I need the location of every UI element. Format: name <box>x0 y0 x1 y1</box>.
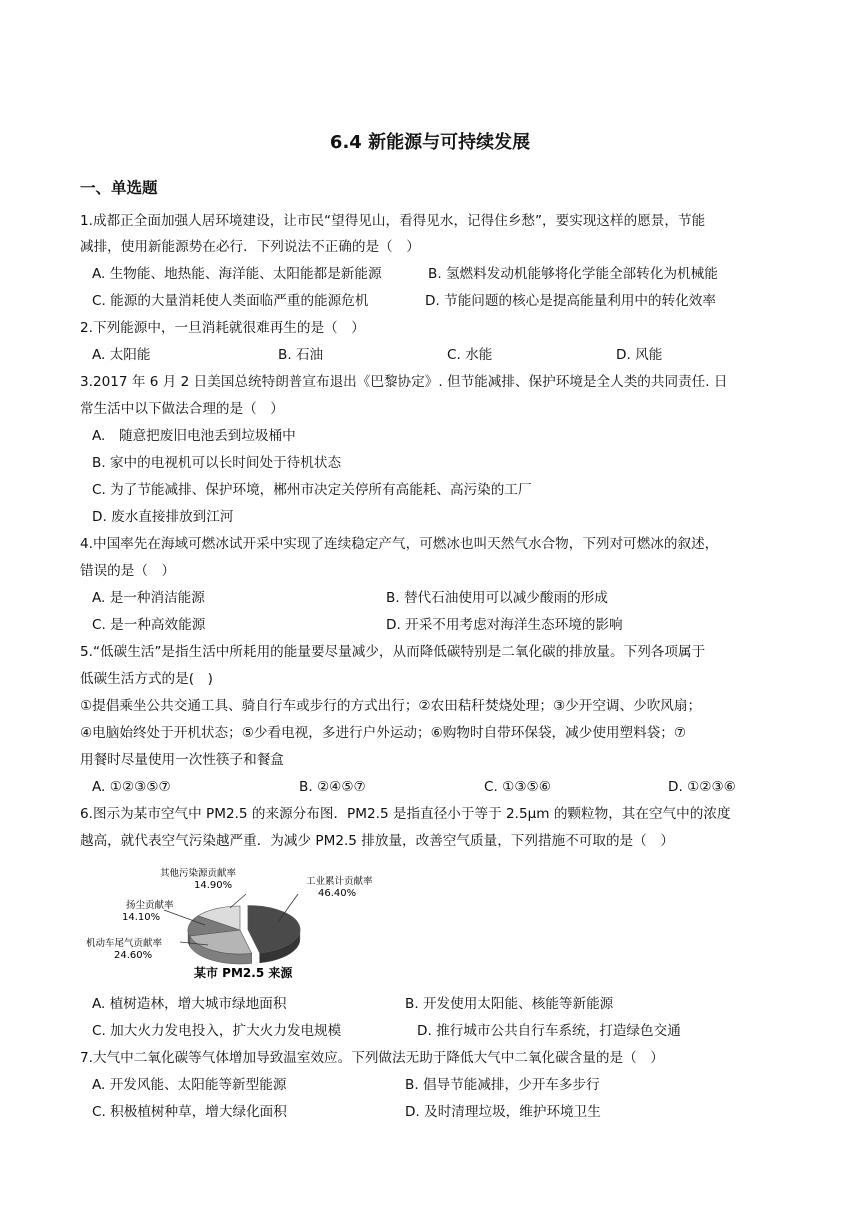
question-5-stem-line2: 低碳生活方式的是( ) <box>80 671 213 687</box>
label-other-value: 14.90% <box>194 880 233 891</box>
question-1-option-c: C. 能源的大量消耗使人类面临严重的能源危机 <box>92 293 369 309</box>
pie-slices-group <box>188 905 300 954</box>
question-3-option-d: D. 废水直接排放到江河 <box>92 509 234 525</box>
pie-chart-svg <box>80 860 380 985</box>
question-5-stem-line1: 5.“低碳生活”是指生活中所耗用的能量要尽量减少，从而降低碳特别是二氧化碳的排放量。下列各项属于 <box>80 644 706 660</box>
label-dust-value: 14.10% <box>122 912 161 923</box>
label-vehicle-name: 机动车尾气贡献率 <box>86 938 163 949</box>
question-5-stem-line3: ①提倡乘坐公共交通工具、骑自行车或步行的方式出行；②农田秸秆焚烧处理；③少开空调、少吹风扇； <box>80 698 702 714</box>
question-7-stem: 7.大气中二氧化碳等气体增加导致温室效应。下列做法无助于降低大气中二氧化碳含量的是（ ） <box>80 1050 664 1066</box>
question-3-option-a: A. 随意把废旧电池丢到垃圾桶中 <box>92 428 296 444</box>
question-1-option-d: D. 节能问题的核心是提高能量利用中的转化效率 <box>425 293 716 309</box>
question-7-option-c: C. 积极植树种草，增大绿化面积 <box>92 1104 287 1120</box>
label-industry-name: 工业累计贡献率 <box>306 876 373 887</box>
question-4-option-d: D. 开采不用考虑对海洋生态环境的影响 <box>386 617 623 633</box>
question-5-option-c: C. ①③⑤⑥ <box>484 779 551 795</box>
question-1-option-a: A. 生物能、地热能、海洋能、太阳能都是新能源 <box>92 266 382 282</box>
label-other-name: 其他污染源贡献率 <box>160 868 237 879</box>
question-5-option-d: D. ①②③⑥ <box>668 779 736 795</box>
question-2-stem: 2.下列能源中，一旦消耗就很难再生的是（ ） <box>80 320 365 336</box>
question-4-option-b: B. 替代石油使用可以减少酸雨的形成 <box>386 590 608 606</box>
question-2-option-d: D. 风能 <box>616 347 663 363</box>
question-5-option-b: B. ②④⑤⑦ <box>299 779 366 795</box>
question-5-stem-line4: ④电脑始终处于开机状态；⑤少看电视，多进行户外运动；⑥购物时自带环保袋，减少使用塑料袋；⑦ <box>80 725 687 741</box>
question-6-option-c: C. 加大火力发电投入，扩大火力发电规模 <box>92 1023 342 1039</box>
question-6-option-b: B. 开发使用太阳能、核能等新能源 <box>405 996 614 1012</box>
question-6-option-a: A. 植树造林，增大城市绿地面积 <box>92 996 287 1012</box>
question-1-stem-line2: 减排，使用新能源势在必行．下列说法不正确的是（ ） <box>80 239 420 255</box>
section-heading: 一、单选题 <box>80 179 158 197</box>
question-3-stem-line1: 3.2017 年 6 月 2 日美国总统特朗普宣布退出《巴黎协定》. 但节能减排、保护环境是全人类的共同责任. 日 <box>80 374 728 390</box>
question-4-option-c: C. 是一种高效能源 <box>92 617 206 633</box>
question-3-option-b: B. 家中的电视机可以长时间处于待机状态 <box>92 455 342 471</box>
question-1-option-b: B. 氢燃料发动机能够将化学能全部转化为机械能 <box>428 266 718 282</box>
question-2-option-a: A. 太阳能 <box>92 347 151 363</box>
question-1-stem-line1: 1.成都正全面加强人居环境建设，让市民“望得见山，看得见水，记得住乡愁”，要实现这样的愿景，节能 <box>80 213 706 229</box>
label-industry-value: 46.40% <box>318 888 357 899</box>
question-5-stem-line5: 用餐时尽量使用一次性筷子和餐盒 <box>80 752 284 768</box>
question-2-option-b: B. 石油 <box>278 347 324 363</box>
question-7-option-a: A. 开发风能、太阳能等新型能源 <box>92 1077 287 1093</box>
pm25-source-pie-chart <box>80 860 380 985</box>
question-3-stem-line2: 常生活中以下做法合理的是（ ） <box>80 401 284 417</box>
question-7-option-b: B. 倡导节能减排，少开车多步行 <box>405 1077 600 1093</box>
question-6-option-d: D. 推行城市公共自行车系统，打造绿色交通 <box>417 1023 681 1039</box>
question-2-option-c: C. 水能 <box>447 347 493 363</box>
question-7-option-d: D. 及时清理垃圾，维护环境卫生 <box>405 1104 601 1120</box>
question-5-option-a: A. ①②③⑤⑦ <box>92 779 171 795</box>
page-title: 6.4 新能源与可持续发展 <box>329 132 531 153</box>
question-3-option-c: C. 为了节能减排、保护环境，郴州市决定关停所有高能耗、高污染的工厂 <box>92 482 532 498</box>
question-6-stem-line2: 越高，就代表空气污染越严重．为减少 PM2.5 排放量，改善空气质量，下列措施不可取的是（ ） <box>80 833 674 849</box>
chart-title: 某市 PM2.5 来源 <box>194 966 293 980</box>
question-4-option-a: A. 是一种消洁能源 <box>92 590 205 606</box>
question-6-stem-line1: 6.图示为某市空气中 PM2.5 的来源分布图．PM2.5 是指直径小于等于 2.5μm 的颗粒物，其在空气中的浓度 <box>80 806 731 822</box>
question-4-stem-line1: 4.中国率先在海域可燃冰试开采中实现了连续稳定产气，可燃冰也叫天然气水合物，下列对可燃冰的叙述， <box>80 536 719 552</box>
label-dust-name: 扬尘贡献率 <box>126 900 174 911</box>
question-4-stem-line2: 错误的是（ ） <box>80 563 176 579</box>
label-vehicle-value: 24.60% <box>114 950 153 961</box>
